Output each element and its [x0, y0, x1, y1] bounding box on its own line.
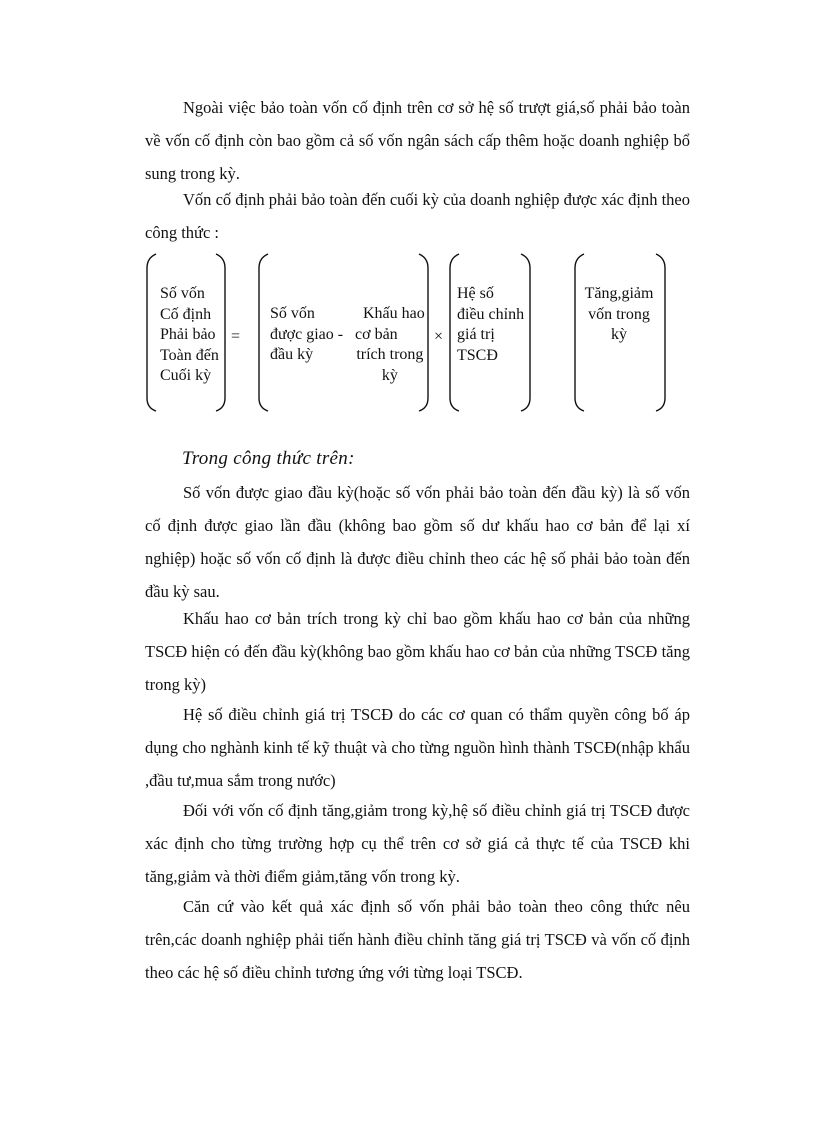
formula-text: kỳ	[381, 366, 398, 384]
paragraph-conclusion: Căn cứ vào kết quả xác định số vốn phải bảo toàn theo công thức nêu trên,các doanh nghiệp phải tiến hành điều chỉnh tăng giá trị TSCĐ và vốn cố định theo các hệ số điều chỉnh tương ứng với từng loại TSCĐ.	[145, 897, 690, 982]
formula-text: Cuối kỳ	[160, 367, 212, 384]
formula-block-adjustment-coefficient	[457, 284, 524, 366]
formula-text: kỳ	[611, 326, 627, 343]
formula-text: Số vốn	[270, 305, 315, 322]
paragraph-depreciation: Khấu hao cơ bản trích trong kỳ chỉ bao gồm khấu hao cơ bản của những TSCĐ hiện có đến đầu kỳ(không bao gồm khấu hao cơ bản của những TSCĐ tăng trong kỳ)	[145, 609, 690, 694]
formula-text: giá trị	[457, 326, 495, 343]
formula-block-depreciation	[355, 304, 425, 386]
paragraph-assigned-capital: Số vốn được giao đầu kỳ(hoặc số vốn phải bảo toàn đến đầu kỳ) là số vốn cố định được giao lần đầu (không bao gồm số dư khấu hao cơ bản để lại xí nghiệp) hoặc số vốn cố định là được điều chỉnh theo các hệ số phải bảo toàn đến đầu kỳ sau.	[145, 483, 690, 601]
formula-block-assigned-capital	[270, 304, 343, 366]
paragraph-intro: Ngoài việc bảo toàn vốn cố định trên cơ sở hệ số trượt giá,số phải bảo toàn về vốn cố định còn bao gồm cả số vốn ngân sách cấp thêm hoặc doanh nghiệp bổ sung trong kỳ.	[145, 98, 690, 183]
paragraph-formula-lead: Vốn cố định phải bảo toàn đến cuối kỳ của doanh nghiệp được xác định theo công thức :	[145, 190, 690, 242]
formula-text: Cố định	[160, 305, 212, 323]
formula-text: vốn trong	[588, 305, 650, 323]
formula-text: được giao -	[270, 325, 344, 343]
formula-text: Số vốn	[160, 285, 205, 302]
formula-block-capital-to-preserve	[160, 284, 219, 387]
formula-text: Toàn đến	[160, 346, 219, 364]
formula-text: Khấu hao	[363, 305, 425, 322]
formula-text: trích trong	[356, 346, 424, 363]
section-heading: Trong công thức trên:	[182, 448, 355, 469]
formula-text: Phải bảo	[160, 326, 216, 343]
equals-sign: =	[231, 328, 241, 345]
formula-text: TSCĐ	[457, 346, 498, 364]
formula-block-capital-change	[580, 284, 658, 346]
bracket-1-left	[147, 254, 156, 411]
paragraph-capital-change: Đối với vốn cố định tăng,giảm trong kỳ,hệ số điều chỉnh giá trị TSCĐ được xác định cho từng trường hợp cụ thể trên cơ sở giá cả thực tế của TSCĐ khi tăng,giảm và thời điểm giảm,tăng vốn trong kỳ.	[145, 801, 690, 886]
formula-text: Hệ số	[457, 285, 494, 302]
formula-text: đầu kỳ	[270, 346, 314, 363]
formula-text: Tăng,giảm	[584, 285, 654, 302]
times-sign: ×	[434, 328, 444, 345]
bracket-2-left	[259, 254, 268, 411]
formula-text: điều chỉnh	[457, 305, 525, 323]
paragraph-adjustment-coefficient: Hệ số điều chỉnh giá trị TSCĐ do các cơ quan có thẩm quyền công bố áp dụng cho nghành kinh tế kỹ thuật và cho từng nguồn hình thành TSCĐ(nhập khẩu ,đầu tư,mua sắm trong nước)	[145, 705, 690, 790]
formula-text: cơ bản	[355, 325, 398, 343]
formula	[0, 0, 816, 420]
